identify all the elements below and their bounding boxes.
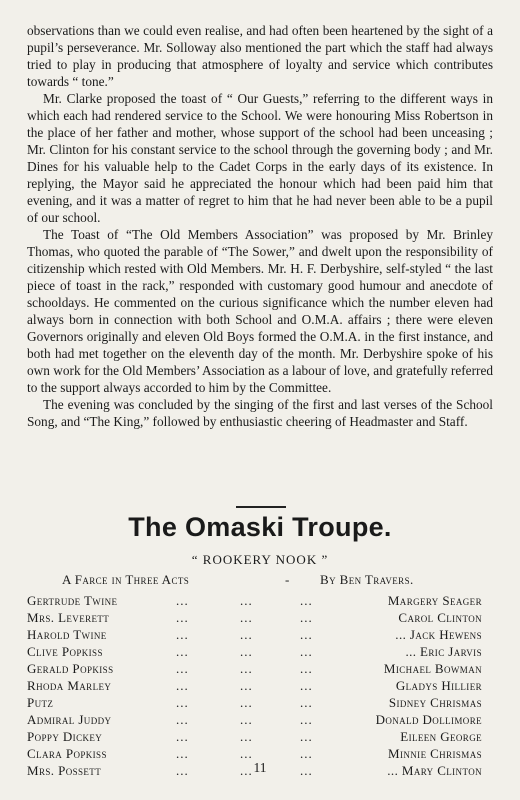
leader-dots: ... <box>176 678 189 693</box>
paragraph: observations than we could even realise, and had often been heartened by the sight of a pupil’s perseverance. Mr. Solloway also mentioned the part which the staff had always tried to play in producing that atmosphere of loyalty and service which contributes towards “ tone.” <box>27 23 493 89</box>
character-name: Poppy Dickey <box>27 729 103 744</box>
actor-name: ... Eric Jarvis <box>405 644 482 659</box>
actor-name: Gladys Hillier <box>395 678 482 693</box>
actor-name: ... Jack Hewens <box>395 627 482 642</box>
leader-dots: ... <box>300 678 313 693</box>
page-number: 11 <box>253 760 267 775</box>
cast-row <box>0 610 520 627</box>
leader-dots: ... <box>176 644 189 659</box>
actor-name: Donald Dollimore <box>375 712 482 727</box>
actor-name: Carol Clinton <box>398 610 482 625</box>
character-name: Mrs. Possett <box>27 763 102 778</box>
leader-dots: ... <box>300 627 313 642</box>
leader-dots: ... <box>300 729 313 744</box>
cast-row <box>0 729 520 746</box>
cast-row <box>0 644 520 661</box>
character-name: Harold Twine <box>27 627 107 642</box>
actor-name: Eileen George <box>400 729 482 744</box>
character-name: Mrs. Leverett <box>27 610 110 625</box>
leader-dots: ... <box>240 610 253 625</box>
play-description: A Farce in Three Acts <box>62 572 190 587</box>
leader-dots: ... <box>240 695 253 710</box>
leader-dots: ... <box>300 746 313 761</box>
leader-dots: ... <box>300 644 313 659</box>
leader-dots: ... <box>240 661 253 676</box>
leader-dots: ... <box>176 746 189 761</box>
leader-dots: ... <box>300 763 313 778</box>
leader-dots: ... <box>240 627 253 642</box>
leader-dots: ... <box>240 644 253 659</box>
leader-dots: ... <box>240 763 253 778</box>
separator-dash: - <box>285 572 290 587</box>
cast-row <box>0 593 520 610</box>
leader-dots: ... <box>300 695 313 710</box>
character-name: Gertrude Twine <box>27 593 118 608</box>
cast-row <box>0 695 520 712</box>
leader-dots: ... <box>176 729 189 744</box>
leader-dots: ... <box>240 712 253 727</box>
leader-dots: ... <box>176 712 189 727</box>
cast-row <box>0 712 520 729</box>
actor-name: ... Mary Clinton <box>387 763 482 778</box>
programme-title: The Omaski Troupe. <box>128 512 392 542</box>
leader-dots: ... <box>176 593 189 608</box>
section-divider <box>236 506 286 508</box>
leader-dots: ... <box>300 593 313 608</box>
cast-row <box>0 678 520 695</box>
leader-dots: ... <box>176 627 189 642</box>
paragraph: The Toast of “The Old Members Association” was proposed by Mr. Brinley Thomas, who quoted the parable of “The Sower,” and dwelt upon the responsibility of citizenship which rested with Old Members. Mr. H. F. Derbyshire, self-styled “ the last piece of toast in the rack,” responded with customary good humour and anecdote of schooldays. He commented on the curious significance which the number eleven had always born in connection with both School and O.M.A. affairs ; there were eleven Governors originally and eleven Old Boys formed the O.M.A. in the first instance, and both had met together on the eleventh day of the month. Mr. Derbyshire spoke of his own work for the Old Members’ Association as a labour of love, and gratefully referred to the support always accorded to him by the Committee. <box>27 227 493 395</box>
leader-dots: ... <box>176 610 189 625</box>
play-title: “ ROOKERY NOOK ” <box>191 552 329 567</box>
character-name: Clara Popkiss <box>27 746 107 761</box>
actor-name: Michael Bowman <box>383 661 482 676</box>
character-name: Admiral Juddy <box>27 712 112 727</box>
play-details <box>0 572 520 590</box>
play-author: By Ben Travers. <box>320 572 414 587</box>
leader-dots: ... <box>300 661 313 676</box>
cast-row <box>0 627 520 644</box>
cast-row <box>0 661 520 678</box>
paragraph: Mr. Clarke proposed the toast of “ Our Guests,” referring to the different ways in which each had rendered service to the School. We were honouring Miss Robertson in the place of her father and mother, whose support of the school had been unceasing ; Mr. Clinton for his constant service to the school through the governing body ; and Mr. Dines for his valuable help to the Cadet Corps in the early days of its existence. In replying, the Mayor said he appreciated the honour which had been paid him that evening, and it was a matter of regret to him that he had never been able to be a pupil of our school. <box>27 91 493 225</box>
leader-dots: ... <box>240 729 253 744</box>
leader-dots: ... <box>300 712 313 727</box>
leader-dots: ... <box>176 695 189 710</box>
character-name: Rhoda Marley <box>27 678 112 693</box>
leader-dots: ... <box>240 746 253 761</box>
cast-list <box>0 593 520 780</box>
leader-dots: ... <box>240 593 253 608</box>
character-name: Putz <box>27 695 54 710</box>
leader-dots: ... <box>176 661 189 676</box>
leader-dots: ... <box>240 678 253 693</box>
leader-dots: ... <box>176 763 189 778</box>
character-name: Clive Popkiss <box>27 644 103 659</box>
actor-name: Sidney Chrismas <box>388 695 482 710</box>
leader-dots: ... <box>300 610 313 625</box>
report-text <box>27 22 493 430</box>
paragraph: The evening was concluded by the singing of the first and last verses of the School Song, and “The King,” followed by enthusiastic cheering of Headmaster and Staff. <box>27 397 493 429</box>
actor-name: Minnie Chrismas <box>388 746 482 761</box>
actor-name: Margery Seager <box>387 593 482 608</box>
character-name: Gerald Popkiss <box>27 661 114 676</box>
